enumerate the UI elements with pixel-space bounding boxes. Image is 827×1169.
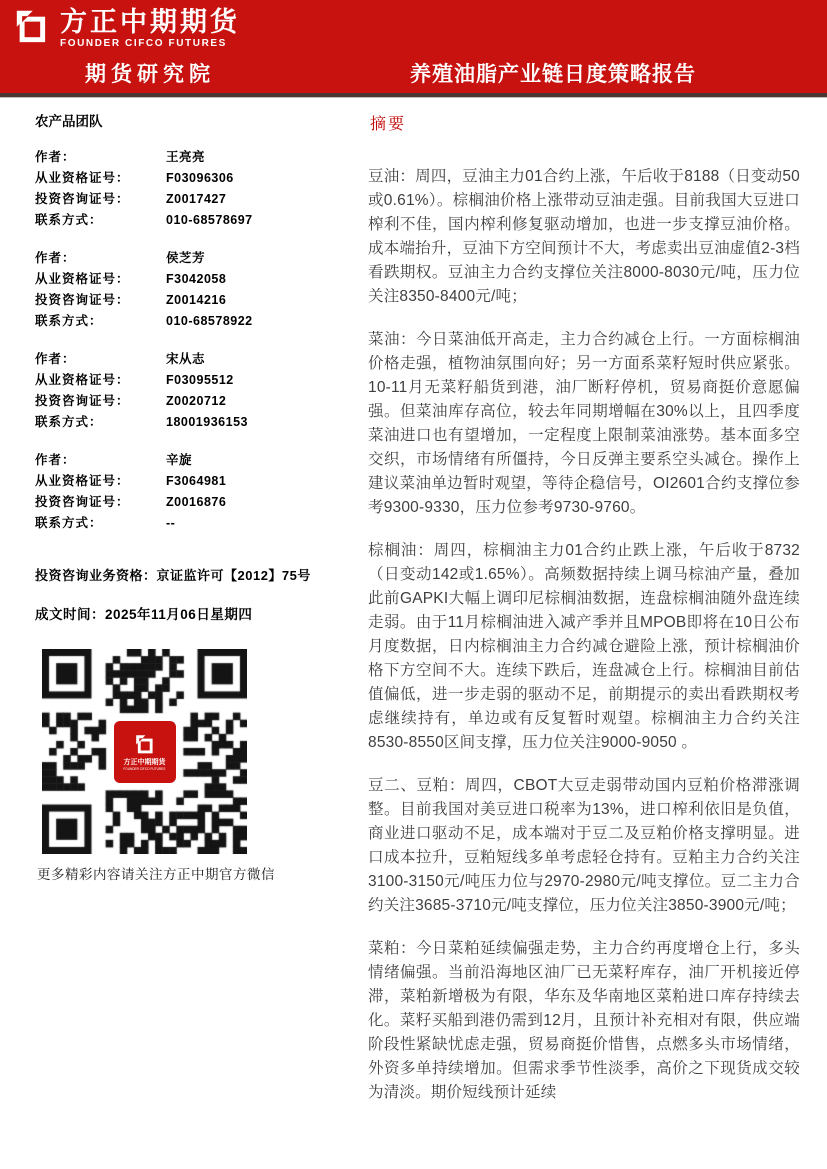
author-field-row xyxy=(35,513,347,534)
field-label: 联系方式： xyxy=(35,213,103,227)
report-date: 成文时间：2025年11月06日星期四 xyxy=(35,607,253,622)
report-title: 养殖油脂产业链日度策略报告 xyxy=(410,63,696,86)
abstract-paragraphs xyxy=(368,165,800,1105)
author-name: 宋从志 xyxy=(166,352,206,366)
wechat-qr-code xyxy=(42,649,247,854)
author-block xyxy=(35,147,347,231)
field-label: 从业资格证号： xyxy=(35,474,130,488)
company-logo-icon xyxy=(13,7,51,45)
field-label: 从业资格证号： xyxy=(35,373,130,387)
field-label: 投资咨询证号： xyxy=(35,192,130,206)
author-sidebar xyxy=(35,107,347,1124)
advisory-no: Z0014216 xyxy=(166,293,227,307)
author-field-row xyxy=(35,391,347,412)
author-block xyxy=(35,349,347,433)
field-label: 从业资格证号： xyxy=(35,272,130,286)
author-name: 侯芝芳 xyxy=(166,251,206,265)
field-label: 投资咨询证号： xyxy=(35,394,130,408)
author-field-row xyxy=(35,290,347,311)
qualification-no: F3064981 xyxy=(166,474,227,488)
page-content xyxy=(0,97,827,1124)
field-label: 从业资格证号： xyxy=(35,171,130,185)
qualification-no: F3042058 xyxy=(166,272,227,286)
company-logo xyxy=(13,7,240,49)
qr-center-logo xyxy=(110,717,180,787)
paragraph-soybean-meal: 豆二、豆粕：周四，CBOT大豆走弱带动国内豆粕价格滞涨调整。目前我国对美豆进口税率为13%，进口榨利依旧是负值，商业进口驱动不足，成本端对于豆二及豆粕价格支撑明显。进口成本拉升，豆粕短线多单考虑轻仓持有。豆粕主力合约关注3100-3150元/吨压力位与2970-2980元/吨支撑位。豆二主力合约关注3685-3710元/吨支撑位，压力位关注3850-3900元/吨； xyxy=(368,777,800,914)
author-block xyxy=(35,450,347,534)
field-label: 作者： xyxy=(35,453,76,467)
advisory-no: Z0020712 xyxy=(166,394,227,408)
field-label: 联系方式： xyxy=(35,314,103,328)
author-name: 王亮亮 xyxy=(166,150,206,164)
qr-caption: 更多精彩内容请关注方正中期官方微信 xyxy=(37,867,275,882)
business-qualification: 投资咨询业务资格：京证监许可【2012】75号 xyxy=(35,568,311,583)
abstract-title: 摘要 xyxy=(370,116,407,133)
author-field-row xyxy=(35,370,347,391)
author-field-row xyxy=(35,492,347,513)
author-name: 辛旋 xyxy=(166,453,193,467)
author-field-row xyxy=(35,349,347,370)
contact-no: 010-68578922 xyxy=(166,314,253,328)
advisory-no: Z0016876 xyxy=(166,495,227,509)
team-title: 农产品团队 xyxy=(35,114,103,129)
paragraph-palm-oil: 棕榈油：周四，棕榈油主力01合约止跌上涨，午后收于8732（日变动142或1.65%）。高频数据持续上调马棕油产量，叠加此前GAPKI大幅上调印尼棕榈油数据，连盘棕榈油随外盘连续走弱。由于11月棕榈油进入减产季并且MPOB即将在10日公布月度数据，日内棕榈油主力合约减仓避险上涨，预计棕榈油价格下方空间不大。连续下跌后，连盘减仓上行。棕榈油目前估值偏低，进一步走弱的驱动不足，前期提示的卖出看跌期权考虑继续持有，单边或有反复暂时观望。棕榈油主力合约关注8530-8550区间支撑，压力位关注9000-9050 。 xyxy=(368,542,800,751)
qualification-no: F03096306 xyxy=(166,171,234,185)
paragraph-soy-oil: 豆油：周四，豆油主力01合约上涨，午后收于8188（日变动50或0.61%）。棕榈油价格上涨带动豆油走强。目前我国大豆进口榨利不佳，国内榨利修复驱动增加，也进一步支撑豆油价格。成本端抬升，豆油下方空间预计不大，考虑卖出豆油虚值2-3档看跌期权。豆油主力合约支撑位关注8000-8030元/吨，压力位关注8350-8400元/吨； xyxy=(368,168,800,305)
author-field-row xyxy=(35,189,347,210)
department-title: 期货研究院 xyxy=(85,63,215,86)
abstract-section xyxy=(368,107,800,1124)
qr-center-company-en: FOUNDER CIFCO FUTURES xyxy=(123,766,166,771)
company-name-en: FOUNDER CIFCO FUTURES xyxy=(60,38,227,49)
author-field-row xyxy=(35,412,347,433)
paragraph-rapeseed-oil: 菜油：今日菜油低开高走，主力合约减仓上行。一方面棕榈油价格走强，植物油氛围向好；另一方面系菜籽短时供应紧张。10-11月无菜籽船货到港，油厂断籽停机，贸易商挺价意愿偏强。但菜油库存高位，较去年同期增幅在30%以上，且四季度菜油进口也有望增加，一定程度上限制菜油涨势。基本面多空交织，市场情绪有所僵持，今日反弹主要系空头减仓。操作上建议菜油单边暂时观望，等待企稳信号，OI2601合约支撑位参考9300-9330，压力位参考9730-9760。 xyxy=(368,331,800,516)
field-label: 作者： xyxy=(35,150,76,164)
author-field-row xyxy=(35,168,347,189)
author-field-row xyxy=(35,450,347,471)
author-field-row xyxy=(35,311,347,332)
author-field-row xyxy=(35,471,347,492)
field-label: 作者： xyxy=(35,251,76,265)
contact-no: 18001936153 xyxy=(166,415,248,429)
qr-center-company-cn: 方正中期期货 xyxy=(123,758,166,766)
field-label: 联系方式： xyxy=(35,415,103,429)
author-field-row xyxy=(35,269,347,290)
field-label: 联系方式： xyxy=(35,516,103,530)
field-label: 作者： xyxy=(35,352,76,366)
advisory-no: Z0017427 xyxy=(166,192,227,206)
author-field-row xyxy=(35,147,347,168)
paragraph-rapeseed-meal: 菜粕：今日菜粕延续偏强走势，主力合约再度增仓上行，多头情绪偏强。当前沿海地区油厂已无菜籽库存，油厂开机接近停滞，菜粕新增极为有限，华东及华南地区菜粕进口库存持续去化。菜籽买船到港仍需到12月，且预计补充相对有限，供应端阶段性紧缺忧虑走强，贸易商挺价惜售，点燃多头市场情绪，外资多单持续增加。但需求季节性淡季，高价之下现货成交较为清淡。期价短线预计延续 xyxy=(368,940,800,1101)
field-label: 投资咨询证号： xyxy=(35,293,130,307)
company-logo-text xyxy=(60,7,240,49)
contact-no: 010-68578697 xyxy=(166,213,253,227)
company-name-cn: 方正中期期货 xyxy=(60,7,240,37)
report-banner xyxy=(0,0,827,97)
field-label: 投资咨询证号： xyxy=(35,495,130,509)
author-field-row xyxy=(35,248,347,269)
contact-no: -- xyxy=(166,516,176,530)
company-logo-icon xyxy=(134,733,156,755)
author-field-row xyxy=(35,210,347,231)
qualification-no: F03095512 xyxy=(166,373,234,387)
author-block xyxy=(35,248,347,332)
